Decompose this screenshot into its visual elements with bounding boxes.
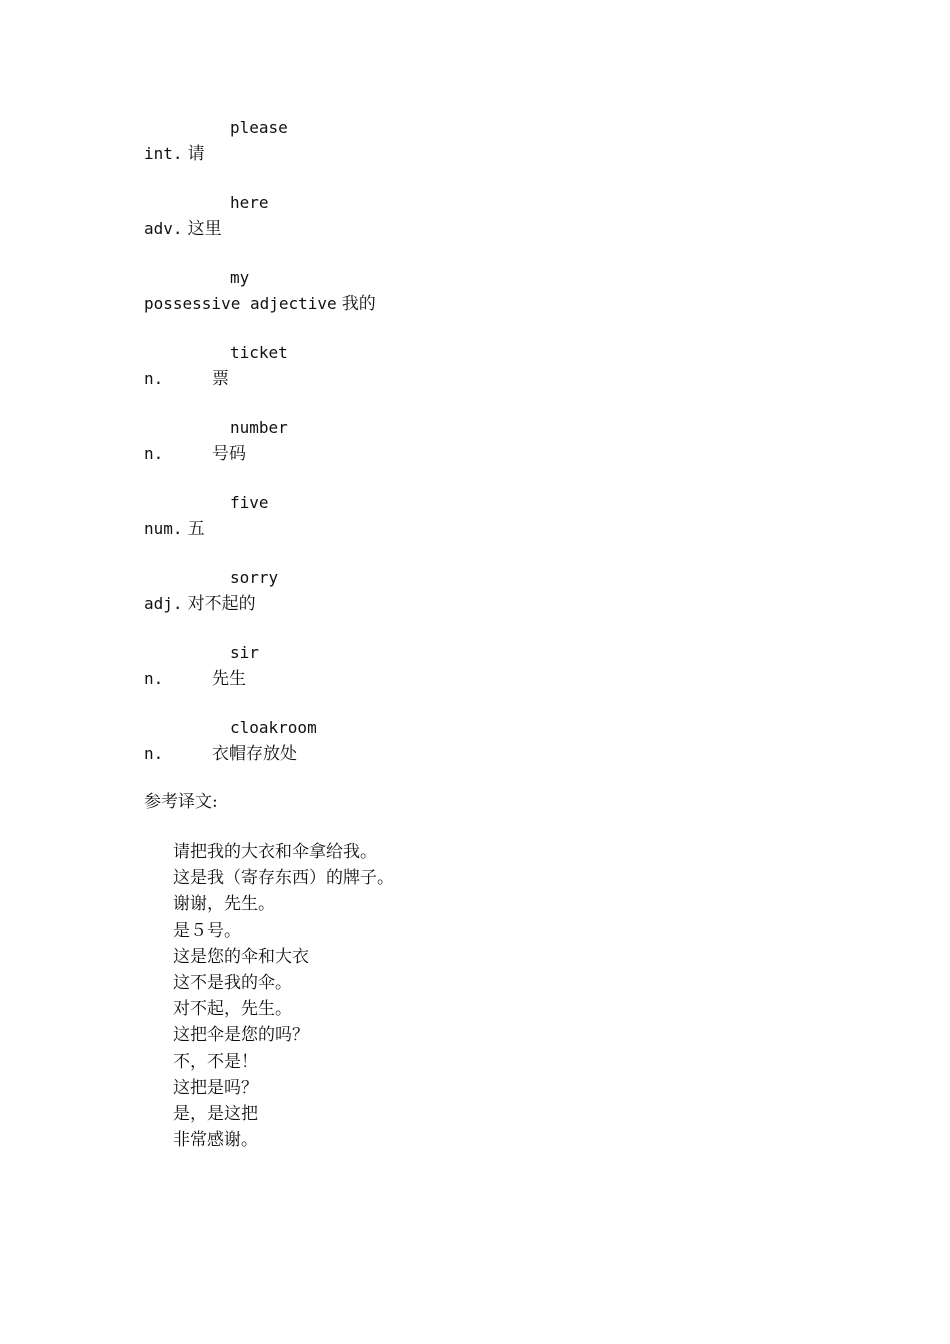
translation-line: 这是您的伞和大衣 (173, 946, 309, 967)
vocab-word: number (230, 418, 288, 437)
translation-lines (173, 839, 394, 1153)
vocab-pos: possessive adjective (144, 294, 337, 313)
vocab-pos: adv. (144, 219, 183, 238)
vocab-pos: int. (144, 144, 183, 163)
translation-line: 这是我（寄存东西）的牌子。 (173, 868, 394, 889)
vocab-pos: n. (144, 444, 164, 463)
translation-heading: 参考译文: (144, 792, 218, 812)
vocab-meaning: 请 (187, 144, 205, 164)
vocab-meaning: 五 (187, 519, 205, 539)
vocab-entry (144, 266, 844, 341)
vocab-entry (144, 566, 844, 641)
vocab-entry (144, 491, 844, 566)
vocab-entry (144, 416, 844, 491)
vocab-word: my (230, 268, 250, 287)
vocab-definition (144, 517, 205, 541)
vocabulary-list (144, 116, 844, 791)
translation-line: 对不起，先生。 (173, 999, 292, 1020)
translation-line: 是５号。 (173, 920, 241, 941)
vocab-pos: adj. (144, 594, 183, 613)
vocab-word: please (230, 118, 288, 137)
translation-line: 这不是我的伞。 (173, 973, 292, 994)
vocab-word: sorry (230, 568, 279, 587)
vocab-word: ticket (230, 343, 288, 362)
vocab-definition (144, 742, 297, 766)
translation-line: 这把是吗？ (173, 1077, 258, 1098)
vocab-definition (144, 142, 205, 166)
vocab-pos: n. (144, 744, 164, 763)
vocab-meaning: 对不起的 (187, 594, 256, 614)
translation-line: 非常感谢。 (173, 1130, 258, 1151)
translation-line: 请把我的大衣和伞拿给我。 (173, 842, 377, 862)
vocab-entry (144, 341, 844, 416)
vocab-meaning: 这里 (187, 219, 222, 239)
vocab-word: cloakroom (230, 718, 317, 737)
vocab-entry (144, 641, 844, 716)
vocab-entry (144, 116, 844, 191)
translation-line: 谢谢，先生。 (173, 894, 275, 915)
vocab-meaning: 先生 (212, 669, 246, 689)
vocab-definition (144, 292, 376, 316)
vocab-pos: num. (144, 519, 183, 538)
vocab-definition (144, 367, 229, 391)
vocab-meaning: 我的 (341, 294, 376, 314)
translation-line: 这把伞是您的吗？ (173, 1025, 309, 1046)
vocab-definition (144, 592, 256, 616)
vocab-pos: n. (144, 669, 164, 688)
translation-line: 是，是这把 (173, 1104, 258, 1125)
vocab-word: sir (230, 643, 259, 662)
vocab-word: here (230, 193, 269, 212)
vocab-definition (144, 667, 246, 691)
vocab-word: five (230, 493, 269, 512)
vocab-definition (144, 442, 246, 466)
vocab-meaning: 票 (212, 369, 229, 389)
vocab-meaning: 衣帽存放处 (212, 744, 297, 764)
vocab-entry (144, 716, 844, 791)
translation-line: 不，不是！ (173, 1051, 258, 1072)
vocab-definition (144, 217, 222, 241)
vocab-entry (144, 191, 844, 266)
vocab-meaning: 号码 (212, 444, 246, 464)
vocab-pos: n. (144, 369, 164, 388)
